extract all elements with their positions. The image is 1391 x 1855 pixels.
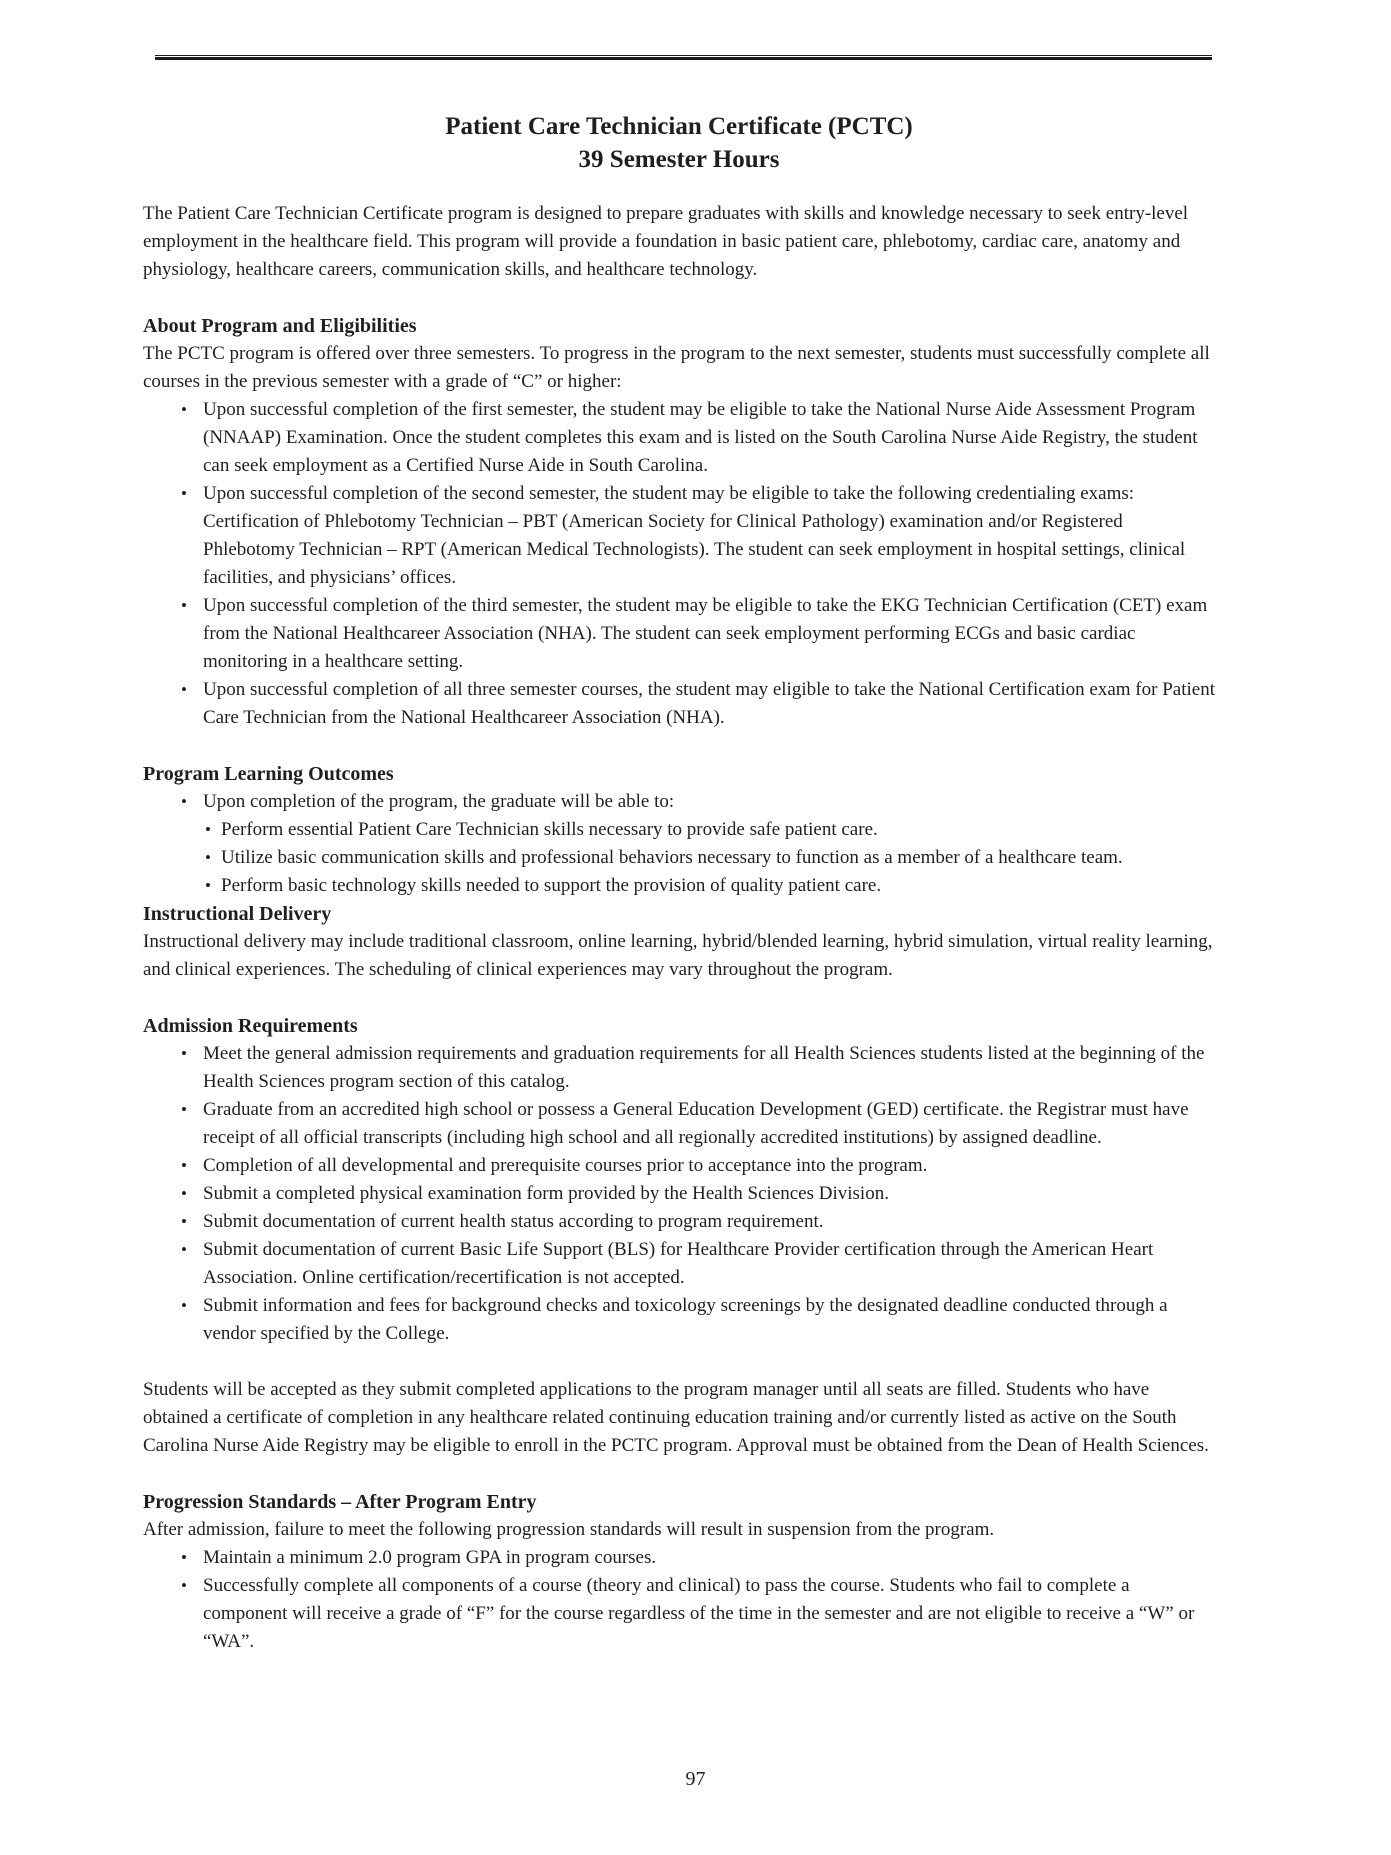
list-item — [143, 676, 1215, 732]
list-item-text: Upon successful completion of the first semester, the student may be eligible to take the National Nurse Aide Assessment Program (NNAAP) Examination. Once the student completes this exam and is listed on the South Carolina Nurse Aide Registry, the student can seek employment as a Certified Nurse Aide in South Carolina. — [203, 399, 1198, 476]
list-item-text: Successfully complete all components of a course (theory and clinical) to pass the course. Students who fail to complete a component will receive a grade of “F” for the course regardless of the time in the semester and are not eligible to receive a “W” or “WA”. — [203, 1575, 1195, 1652]
list-item-text: Graduate from an accredited high school or possess a General Education Development (GED) certificate. the Registrar must have receipt of all official transcripts (including high school and all regionally accredited institutions) by assigned deadline. — [203, 1099, 1189, 1148]
bullet-icon: • — [181, 400, 187, 419]
list-item — [143, 1236, 1215, 1292]
bullet-icon: • — [181, 596, 187, 615]
list-item-text: Completion of all developmental and prerequisite courses prior to acceptance into the program. — [203, 1155, 928, 1176]
list-item-text: Submit documentation of current health status according to program requirement. — [203, 1211, 824, 1232]
section-heading-delivery: Instructional Delivery — [143, 903, 332, 925]
list-item — [143, 872, 1215, 900]
bullet-icon: • — [205, 820, 211, 839]
list-item — [143, 592, 1215, 676]
bullet-icon: • — [181, 1044, 187, 1063]
section-heading-progression: Progression Standards – After Program Entry — [143, 1491, 537, 1513]
list-item-text: Submit information and fees for background checks and toxicology screenings by the designated deadline conducted through a vendor specified by the College. — [203, 1295, 1168, 1344]
list-item — [143, 816, 1215, 844]
list-item-text: Upon completion of the program, the graduate will be able to: — [203, 791, 675, 812]
list-item — [143, 1040, 1215, 1096]
list-item — [143, 1572, 1215, 1656]
program-title: Patient Care Technician Certificate (PCTC) — [445, 113, 913, 140]
bullet-icon: • — [181, 1184, 187, 1203]
bullet-icon: • — [181, 1548, 187, 1567]
delivery-body: Instructional delivery may include traditional classroom, online learning, hybrid/blended learning, hybrid simulation, virtual reality learning, and clinical experiences. The scheduling of clinical experiences may vary throughout the program. — [143, 931, 1213, 980]
document-page — [0, 55, 1391, 1855]
progression-lead: After admission, failure to meet the following progression standards will result in suspension from the program. — [143, 1519, 995, 1540]
horizontal-rule — [155, 55, 1212, 60]
bullet-icon: • — [181, 484, 187, 503]
list-item-text: Meet the general admission requirements and graduation requirements for all Health Sciences students listed at the beginning of the Health Sciences program section of this catalog. — [203, 1043, 1205, 1092]
list-item — [143, 1096, 1215, 1152]
list-item — [143, 396, 1215, 480]
list-item-text: Perform essential Patient Care Technician skills necessary to provide safe patient care. — [221, 819, 878, 840]
list-item — [143, 480, 1215, 592]
list-item-text: Utilize basic communication skills and professional behaviors necessary to function as a member of a healthcare team. — [221, 847, 1123, 868]
page-title — [143, 110, 1215, 176]
list-item-text: Submit documentation of current Basic Life Support (BLS) for Healthcare Provider certification through the American Heart Association. Online certification/recertification is not accepted. — [203, 1239, 1154, 1288]
about-lead: The PCTC program is offered over three semesters. To progress in the program to the next semester, students must successfully complete all courses in the previous semester with a grade of “C” or higher: — [143, 343, 1210, 392]
page-content — [143, 110, 1215, 1656]
bullet-icon: • — [205, 848, 211, 867]
bullet-icon: • — [181, 1240, 187, 1259]
page-number: 97 — [685, 1768, 706, 1790]
semester-hours: 39 Semester Hours — [578, 146, 780, 173]
section-heading-about: About Program and Eligibilities — [143, 315, 417, 337]
bullet-icon: • — [181, 680, 187, 699]
intro-paragraph: The Patient Care Technician Certificate program is designed to prepare graduates with skills and knowledge necessary to seek entry-level employment in the healthcare field. This program will provide a foundation in basic patient care, phlebotomy, cardiac care, anatomy and physiology, healthcare careers, communication skills, and healthcare technology. — [143, 203, 1189, 280]
list-item — [143, 844, 1215, 872]
list-item-text: Upon successful completion of all three semester courses, the student may eligible to take the National Certification exam for Patient Care Technician from the National Healthcareer Association (NHA). — [203, 679, 1215, 728]
list-item — [143, 1544, 1215, 1572]
list-item — [143, 1152, 1215, 1180]
acceptance-paragraph: Students will be accepted as they submit completed applications to the program manager until all seats are filled. Students who have obtained a certificate of completion in any healthcare related continuing education training and/or currently listed as active on the South Carolina Nurse Aide Registry may be eligible to enroll in the PCTC program. Approval must be obtained from the Dean of Health Sciences. — [143, 1379, 1209, 1456]
bullet-icon: • — [181, 1212, 187, 1231]
bullet-icon: • — [205, 876, 211, 895]
list-item — [143, 788, 1215, 816]
list-item-text: Perform basic technology skills needed to support the provision of quality patient care. — [221, 875, 882, 896]
list-item-text: Upon successful completion of the second semester, the student may be eligible to take the following credentialing exams: Certification of Phlebotomy Technician – PBT (American Society for Clinical Pathology) examination and/or Registered Phlebotomy Technician – RPT (American Medical Technologists). The student can seek employment in hospital settings, clinical facilities, and physicians’ offices. — [203, 483, 1186, 588]
list-item-text: Maintain a minimum 2.0 program GPA in program courses. — [203, 1547, 657, 1568]
section-heading-outcomes: Program Learning Outcomes — [143, 763, 394, 785]
section-heading-admission: Admission Requirements — [143, 1015, 358, 1037]
bullet-icon: • — [181, 1296, 187, 1315]
bullet-icon: • — [181, 1576, 187, 1595]
bullet-icon: • — [181, 1156, 187, 1175]
list-item — [143, 1292, 1215, 1348]
list-item — [143, 1180, 1215, 1208]
bullet-icon: • — [181, 792, 187, 811]
list-item-text: Submit a completed physical examination form provided by the Health Sciences Division. — [203, 1183, 889, 1204]
bullet-icon: • — [181, 1100, 187, 1119]
list-item — [143, 1208, 1215, 1236]
list-item-text: Upon successful completion of the third semester, the student may be eligible to take the EKG Technician Certification (CET) exam from the National Healthcareer Association (NHA). The student can seek employment performing ECGs and basic cardiac monitoring in a healthcare setting. — [203, 595, 1208, 672]
